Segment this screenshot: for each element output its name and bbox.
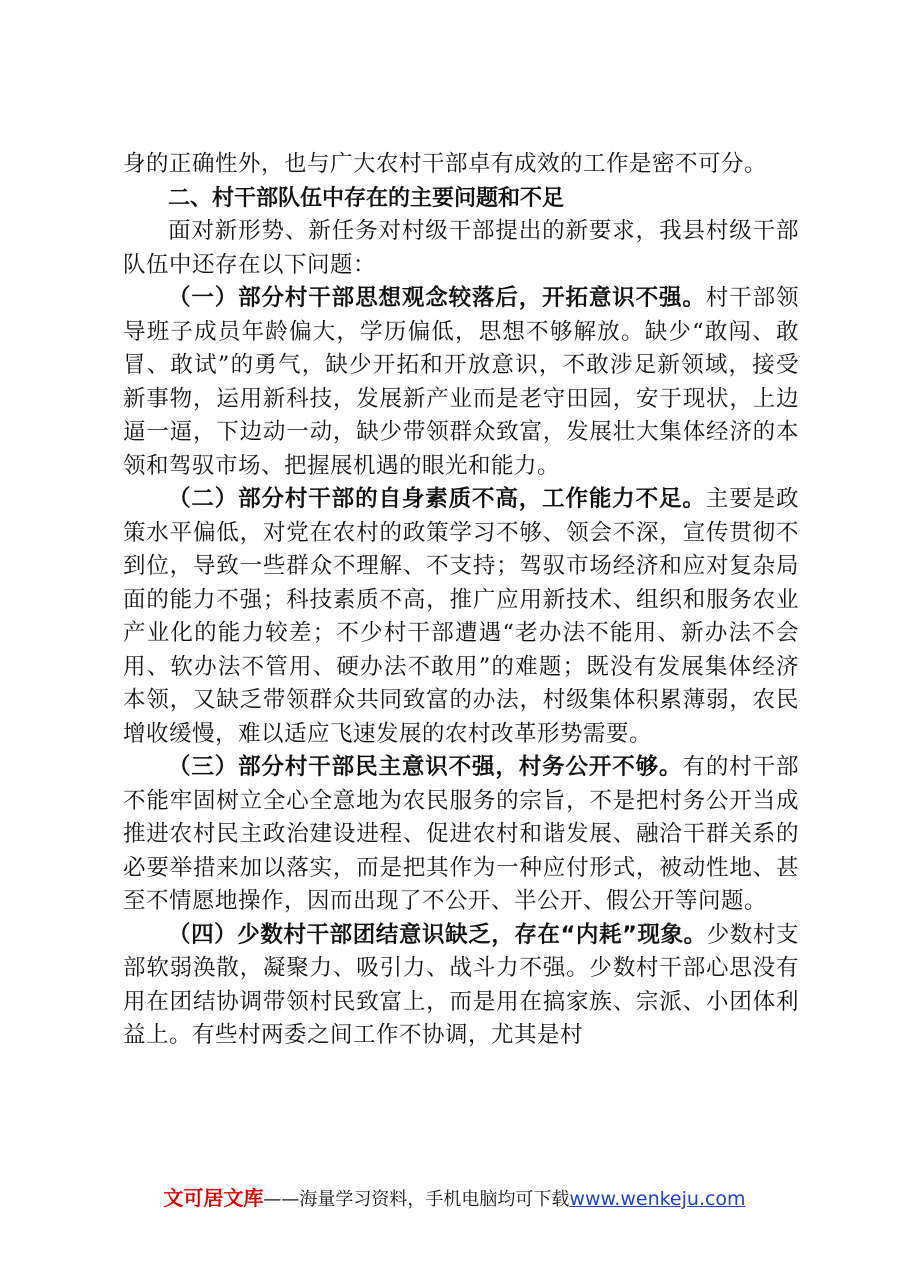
paragraph-issue-1 [123,282,799,483]
issue-2-lead: （二）部分村干部的自身素质不高，工作能力不足。 [168,486,706,512]
footer-brand: 文可居文库 [163,1186,264,1210]
page-footer [0,1182,909,1211]
paragraph-continuation: 身的正确性外，也与广大农村干部卓有成效的工作是密不可分。 [123,151,768,177]
paragraph-issue-3 [123,751,799,919]
issue-3-lead: （三）部分村干部民主意识不强，村务公开不够。 [168,754,683,780]
footer-link[interactable]: www.wenkeju.com [569,1188,746,1210]
paragraph-issue-4 [123,919,799,1053]
issue-1-body: 村干部领导班子成员年龄偏大，学历偏低，思想不够解放。缺少“敢闯、敢冒、敢试”的勇气，缺少开拓和开放意识，不敢涉足新领域，接受新事物，运用新科技，发展新产业而是老守田园，安于现状，上边逼一逼，下边动一动，缺少带领群众致富，发展壮大集体经济的本领和驾驭市场、把握展机遇的眼光和能力。 [123,285,799,479]
issue-4-body: 少数村支部软弱涣散，凝聚力、吸引力、战斗力不强。少数村干部心思没有用在团结协调带领村民致富上，而是用在搞家族、宗派、小团体利益上。有些村两委之间工作不协调，尤其是村 [123,921,799,1048]
section-heading: 二、村干部队伍中存在的主要问题和不足 [168,185,565,211]
paragraph-intro: 面对新形势、新任务对村级干部提出的新要求，我县村级干部队伍中还存在以下问题： [123,218,799,278]
issue-1-lead: （一）部分村干部思想观念较落后，开拓意识不强。 [168,285,706,311]
document-body [123,148,799,1053]
issue-3-body: 有的村干部不能牢固树立全心全意地为农民服务的宗旨，不是把村务公开当成推进农村民主政治建设进程、促进农村和谐发展、融洽干群关系的必要举措来加以落实，而是把其作为一种应付形式，被动性地、甚至不情愿地操作，因而出现了不公开、半公开、假公开等问题。 [123,754,799,914]
issue-2-body: 主要是政策水平偏低，对党在农村的政策学习不够、领会不深，宣传贯彻不到位，导致一些群众不理解、不支持；驾驭市场经济和应对复杂局面的能力不强；科技素质不高，推广应用新技术、组织和服务农业产业化的能力较差；不少村干部遭遇“老办法不能用、新办法不会用、软办法不管用、硬办法不敢用”的难题；既没有发展集体经济本领，又缺乏带领群众共同致富的办法，村级集体积累薄弱，农民增收缓慢，难以适应飞速发展的农村改革形势需要。 [123,486,799,747]
footer-tagline: ——海量学习资料，手机电脑均可下载 [263,1189,570,1210]
paragraph-issue-2 [123,483,799,751]
issue-4-lead: （四）少数村干部团结意识缺乏，存在“内耗”现象。 [168,921,707,948]
